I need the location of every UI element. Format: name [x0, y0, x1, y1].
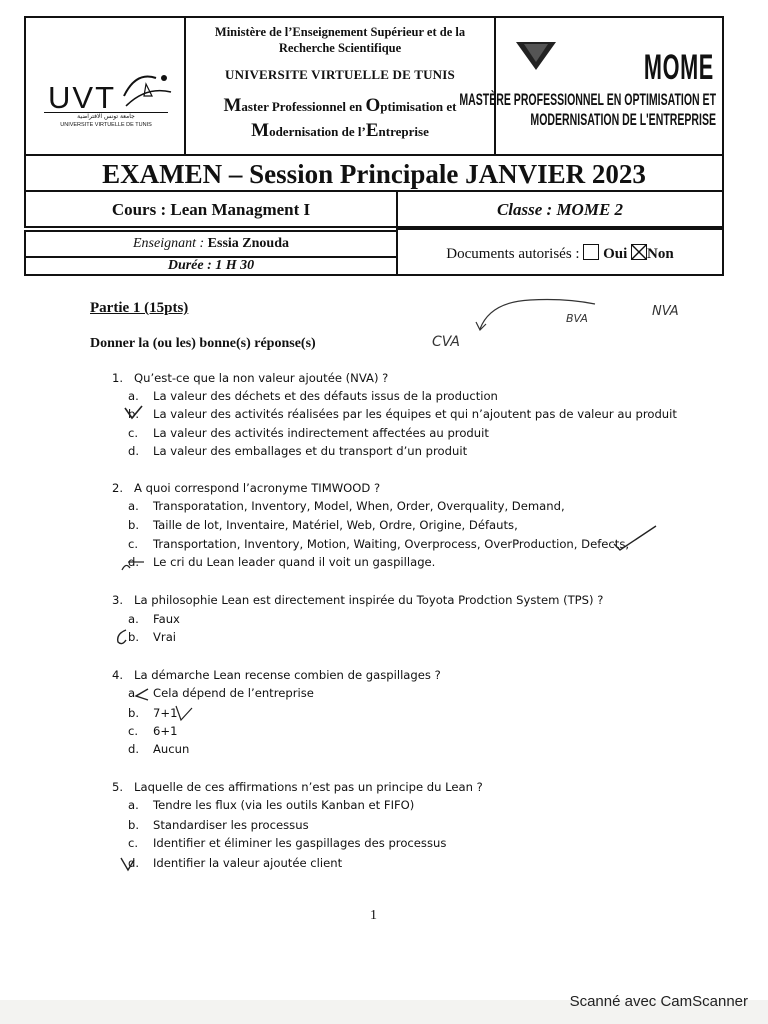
option-text: La valeur des activités indirectement affectées au produit	[153, 426, 489, 440]
option-3a[interactable]	[128, 612, 180, 626]
question-3	[112, 593, 603, 607]
teacher-name: Essia Znouda	[207, 236, 289, 251]
teacher-duration-box	[24, 230, 398, 276]
option-letter: b.	[128, 407, 140, 421]
question-text: A quoi correspond l’acronyme TIMWOOD ?	[134, 481, 381, 495]
option-4b[interactable]	[128, 706, 177, 720]
option-text: Cela dépend de l’entreprise	[153, 686, 314, 700]
option-letter: a.	[128, 686, 139, 700]
course-name: Cours : Lean Managment I	[26, 192, 398, 226]
option-letter: d.	[128, 742, 140, 756]
uvt-swoosh-icon	[116, 66, 176, 116]
handwritten-cva: CVA	[432, 334, 460, 350]
header-box	[24, 16, 724, 156]
question-number: 5.	[112, 780, 124, 794]
university-name: UNIVERSITE VIRTUELLE DE TUNIS	[225, 67, 455, 82]
option-text: Tendre les flux (via les outils Kanban et FIFO)	[153, 798, 415, 812]
documents-label: Documents autorisés :	[446, 246, 580, 262]
option-letter: a.	[128, 612, 139, 626]
option-text: Transportation, Inventory, Motion, Waiting, Overprocess, OverProduction, Defects,	[153, 537, 630, 551]
question-number: 3.	[112, 593, 124, 607]
option-letter: c.	[128, 836, 139, 850]
option-4c[interactable]	[128, 724, 177, 738]
option-4d[interactable]	[128, 742, 189, 756]
page-number: 1	[370, 908, 377, 923]
handwritten-dash-icon	[118, 554, 148, 574]
master-text-3: odernisation de l’	[269, 124, 366, 139]
option-5a[interactable]	[128, 798, 414, 812]
option-text: Transporatation, Inventory, Model, When, Order, Overquality, Demand,	[153, 499, 565, 513]
option-1c[interactable]	[128, 426, 489, 440]
documents-box	[396, 228, 724, 276]
option-text: Identifier et éliminer les gaspillages des processus	[153, 836, 447, 850]
part-instruction: Donner la (ou les) bonne(s) réponse(s)	[90, 336, 316, 351]
option-letter: b.	[128, 706, 140, 720]
option-1d[interactable]	[128, 444, 467, 458]
option-text: Identifier la valeur ajoutée client	[153, 856, 343, 870]
mome-logo	[459, 18, 722, 154]
option-text: Aucun	[153, 742, 190, 756]
option-1b[interactable]	[128, 407, 677, 421]
question-2	[112, 481, 380, 495]
handwritten-check-icon	[174, 704, 194, 722]
handwritten-check-icon	[122, 404, 146, 422]
master-text-4: ntreprise	[378, 124, 429, 139]
option-5d[interactable]	[128, 856, 342, 870]
handwritten-check-icon	[114, 628, 130, 648]
question-number: 1.	[112, 371, 124, 385]
handwritten-bva: BVA	[566, 312, 588, 325]
mome-desc-line-1: MASTÈRE PROFESSIONNEL EN OPTIMISATION ET	[459, 90, 716, 109]
master-cap-m: M	[223, 95, 242, 116]
option-text: La valeur des déchets et des défauts issus de la production	[153, 389, 498, 403]
option-1a[interactable]	[128, 389, 498, 403]
checkbox-oui[interactable]	[583, 244, 599, 260]
master-text-2: ptimisation et	[380, 99, 457, 114]
part-title: Partie 1 (15pts)	[90, 300, 189, 316]
option-text: Taille de lot, Inventaire, Matériel, Web, Ordre, Origine, Défauts,	[153, 518, 518, 532]
scanner-watermark: Scanné avec CamScanner	[569, 993, 748, 1010]
option-letter: c.	[128, 724, 139, 738]
label-oui: Oui	[603, 246, 628, 262]
option-text: Faux	[153, 612, 180, 626]
option-text: 6+1	[153, 724, 178, 738]
question-text: La démarche Lean recense combien de gaspillages ?	[134, 668, 441, 682]
uvt-logo	[26, 18, 186, 154]
option-letter: a.	[128, 389, 139, 403]
teacher-label: Enseignant :	[133, 236, 205, 251]
question-4	[112, 668, 441, 682]
option-letter: a.	[128, 798, 139, 812]
header-institution	[186, 18, 494, 154]
option-letter: c.	[128, 537, 139, 551]
question-text: Qu’est-ce que la non valeur ajoutée (NVA) ?	[134, 371, 389, 385]
uvt-logo-text: UVT	[48, 80, 116, 115]
course-row	[24, 190, 724, 228]
mome-desc-line-2: MODERNISATION DE L'ENTREPRISE	[530, 110, 716, 129]
exam-title: EXAMEN – Session Principale JANVIER 2023	[24, 154, 724, 192]
label-non: Non	[647, 246, 674, 262]
option-3b[interactable]	[128, 630, 176, 644]
duration: Durée : 1 H 30	[167, 258, 255, 273]
option-2d[interactable]	[128, 555, 435, 569]
question-1	[112, 371, 388, 385]
handwritten-cross-icon	[132, 686, 152, 702]
ministry-name: Ministère de l’Enseignement Supérieur et de la Recherche Scientifique	[214, 25, 466, 55]
mome-logo-description	[459, 90, 716, 130]
teacher	[26, 232, 396, 258]
option-letter: b.	[128, 818, 140, 832]
option-2c[interactable]	[128, 537, 629, 551]
master-name	[186, 94, 494, 144]
uvt-logo-arabic: جامعة تونس الافتراضية	[44, 112, 168, 120]
option-4a[interactable]	[128, 686, 314, 700]
option-text: Le cri du Lean leader quand il voit un gaspillage.	[153, 555, 436, 569]
master-cap-e: E	[365, 120, 379, 141]
option-letter: d.	[128, 856, 140, 870]
option-text: 7+1	[153, 706, 178, 720]
option-text: Standardiser les processus	[153, 818, 309, 832]
checkbox-non[interactable]	[631, 244, 647, 260]
option-5c[interactable]	[128, 836, 446, 850]
handwritten-check-icon	[612, 522, 658, 552]
option-text: La valeur des emballages et du transport d’un produit	[153, 444, 468, 458]
option-letter: b.	[128, 630, 140, 644]
question-number: 4.	[112, 668, 124, 682]
option-letter: c.	[128, 426, 139, 440]
option-text: Vrai	[153, 630, 177, 644]
option-letter: b.	[128, 518, 140, 532]
documents-allowed	[398, 230, 722, 274]
check-cross-icon	[632, 245, 646, 259]
handwritten-check-icon	[118, 854, 138, 874]
option-text: La valeur des activités réalisées par les équipes et qui n’ajoutent pas de valeur au produit	[153, 407, 677, 421]
option-letter: a.	[128, 499, 139, 513]
question-5	[112, 780, 483, 794]
option-2a[interactable]	[128, 499, 565, 513]
mome-logo-text: MOME	[644, 48, 714, 87]
question-text: La philosophie Lean est directement inspirée du Toyota Prodction System (TPS) ?	[134, 593, 604, 607]
master-cap-m2: M	[251, 120, 270, 141]
handwritten-nva: NVA	[652, 304, 679, 319]
option-letter: d.	[128, 555, 140, 569]
question-number: 2.	[112, 481, 124, 495]
master-cap-o: O	[365, 95, 381, 116]
option-2b[interactable]	[128, 518, 518, 532]
master-text-1: aster Professionnel en	[241, 99, 366, 114]
option-5b[interactable]	[128, 818, 309, 832]
option-letter: d.	[128, 444, 140, 458]
class-name: Classe : MOME 2	[496, 200, 624, 219]
mome-triangle-icon	[514, 40, 558, 72]
question-text: Laquelle de ces affirmations n’est pas un principe du Lean ?	[134, 780, 483, 794]
uvt-logo-subtitle: UNIVERSITE VIRTUELLE DE TUNIS	[60, 122, 152, 128]
